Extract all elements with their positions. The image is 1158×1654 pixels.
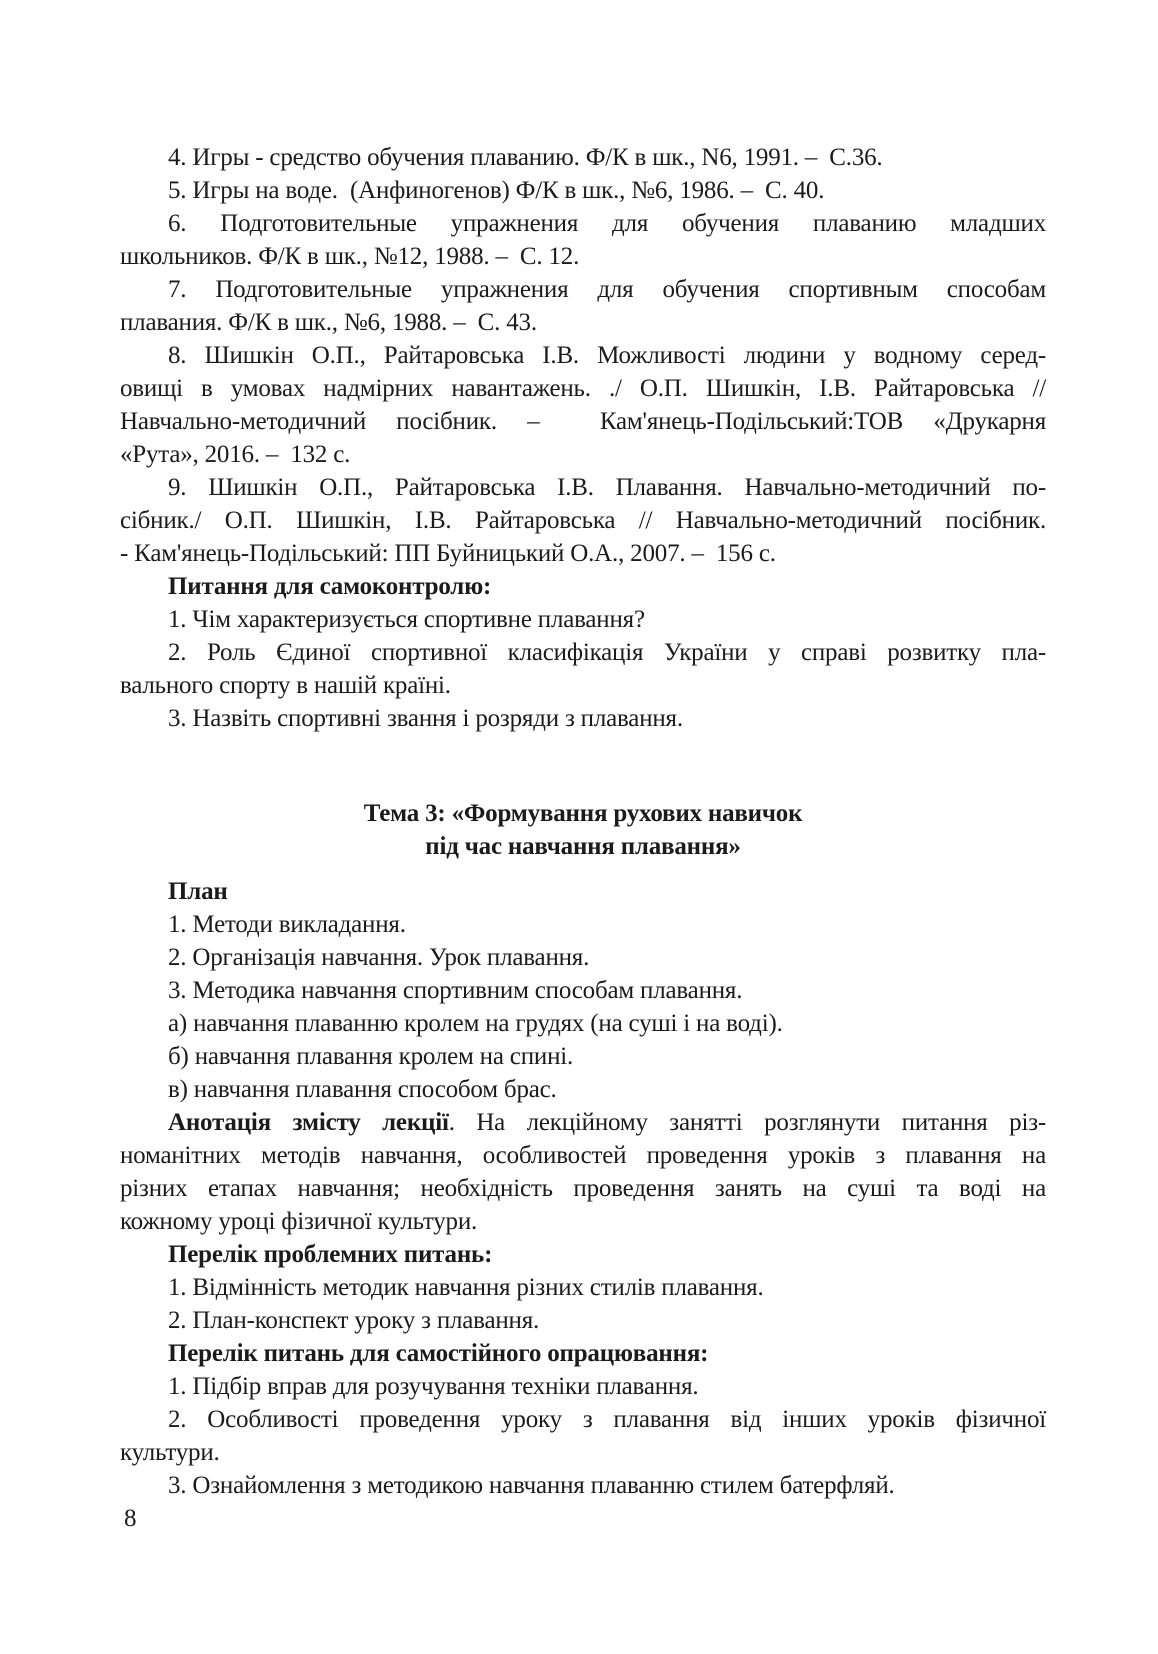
plan-item-v: в) навчання плавання способом брас. — [168, 1076, 557, 1103]
ref-item-6-line-1: 6. Подготовительные упражнения для обучения плаванию младших — [168, 210, 1046, 237]
ref-item-8-line-3: Навчально-методичний посібник. – Кам'янець-Подільський:ТОВ «Друкарня — [120, 408, 1046, 435]
topic-title — [120, 797, 1046, 863]
self-study-item-2-line-2: культури. — [120, 1439, 220, 1466]
problem-questions-heading: Перелік проблемних питань: — [168, 1241, 493, 1268]
ref-item-9-line-2: сібник./ О.П. Шишкін, І.В. Райтаровська // Навчально-методичний посібник. — [120, 507, 1046, 534]
ref-item-4: 4. Игры - средство обучения плаванию. Ф/К в шк., N6, 1991. – С.36. — [168, 144, 883, 171]
ref-item-9-line-1: 9. Шишкін О.П., Райтаровська І.В. Плавання. Навчально-методичний по- — [168, 474, 1046, 501]
annotation-line-3: різних етапах навчання; необхідність проведення занять на суші та воді на — [120, 1175, 1046, 1202]
ref-item-9-line-3: - Кам'янець-Подільський: ПП Буйницький О.А., 2007. – 156 с. — [120, 540, 776, 567]
topic-title-line-1: Тема 3: «Формування рухових навичок — [363, 800, 803, 827]
self-check-question-1: 1. Чім характеризується спортивне плавання? — [168, 606, 645, 633]
self-study-heading: Перелік питань для самостійного опрацювання: — [168, 1340, 709, 1367]
self-check-question-2-line-1: 2. Роль Єдиної спортивної класифікація України у справі розвитку пла- — [168, 639, 1046, 666]
ref-item-7-line-2: плавания. Ф/К в шк., №6, 1988. – С. 43. — [120, 309, 537, 336]
ref-item-6-line-2: школьников. Ф/К в шк., №12, 1988. – С. 12. — [120, 243, 580, 270]
plan-item-b: б) навчання плавання кролем на спині. — [168, 1043, 574, 1070]
self-study-item-3: 3. Ознайомлення з методикою навчання плаванню стилем батерфляй. — [168, 1472, 895, 1499]
plan-item-1: 1. Методи викладання. — [168, 911, 406, 938]
ref-item-7-line-1: 7. Подготовительные упражнения для обучения спортивным способам — [168, 276, 1046, 303]
topic-title-line-2: під час навчання плавання» — [425, 833, 741, 860]
plan-item-3: 3. Методика навчання спортивним способам плавання. — [168, 977, 743, 1004]
self-study-item-1: 1. Підбір вправ для розучування техніки плавання. — [168, 1373, 699, 1400]
page-number: 8 — [124, 1505, 137, 1532]
page-body — [120, 141, 1046, 1535]
self-study-item-2-line-1: 2. Особливості проведення уроку з плавання від інших уроків фізичної — [168, 1406, 1046, 1433]
ref-item-8-line-1: 8. Шишкін О.П., Райтаровська І.В. Можливості людини у водному серед- — [168, 342, 1046, 369]
plan-item-a: а) навчання плаванню кролем на грудях (на суші і на воді). — [168, 1010, 783, 1037]
self-check-question-2-line-2: вального спорту в нашій країні. — [120, 672, 451, 699]
problem-question-2: 2. План-конспект уроку з плавання. — [168, 1307, 540, 1334]
ref-item-5: 5. Игры на воде. (Анфиногенов) Ф/К в шк., №6, 1986. – С. 40. — [168, 177, 825, 204]
annotation-lead-bold: Анотація змісту лекції — [168, 1109, 449, 1136]
self-check-heading: Питання для самоконтролю: — [168, 573, 492, 600]
ref-item-8-line-2: овищі в умовах надмірних навантажень. ./ О.П. Шишкін, І.В. Райтаровська // — [120, 375, 1046, 402]
ref-item-8-line-4: «Рута», 2016. – 132 с. — [120, 441, 351, 468]
annotation-line-1 — [120, 1106, 1046, 1139]
plan-heading: План — [168, 878, 228, 905]
annotation-line-1-text: . На лекційному занятті розглянути питання різ- — [448, 1109, 1046, 1136]
plan-item-2: 2. Організація навчання. Урок плавання. — [168, 944, 590, 971]
self-check-question-3: 3. Назвіть спортивні звання і розряди з плавання. — [168, 705, 683, 732]
annotation-line-4: кожному уроці фізичної культури. — [120, 1208, 478, 1235]
annotation-line-2: номанітних методів навчання, особливостей проведення уроків з плавання на — [120, 1142, 1046, 1169]
problem-question-1: 1. Відмінність методик навчання різних стилів плавання. — [168, 1274, 764, 1301]
